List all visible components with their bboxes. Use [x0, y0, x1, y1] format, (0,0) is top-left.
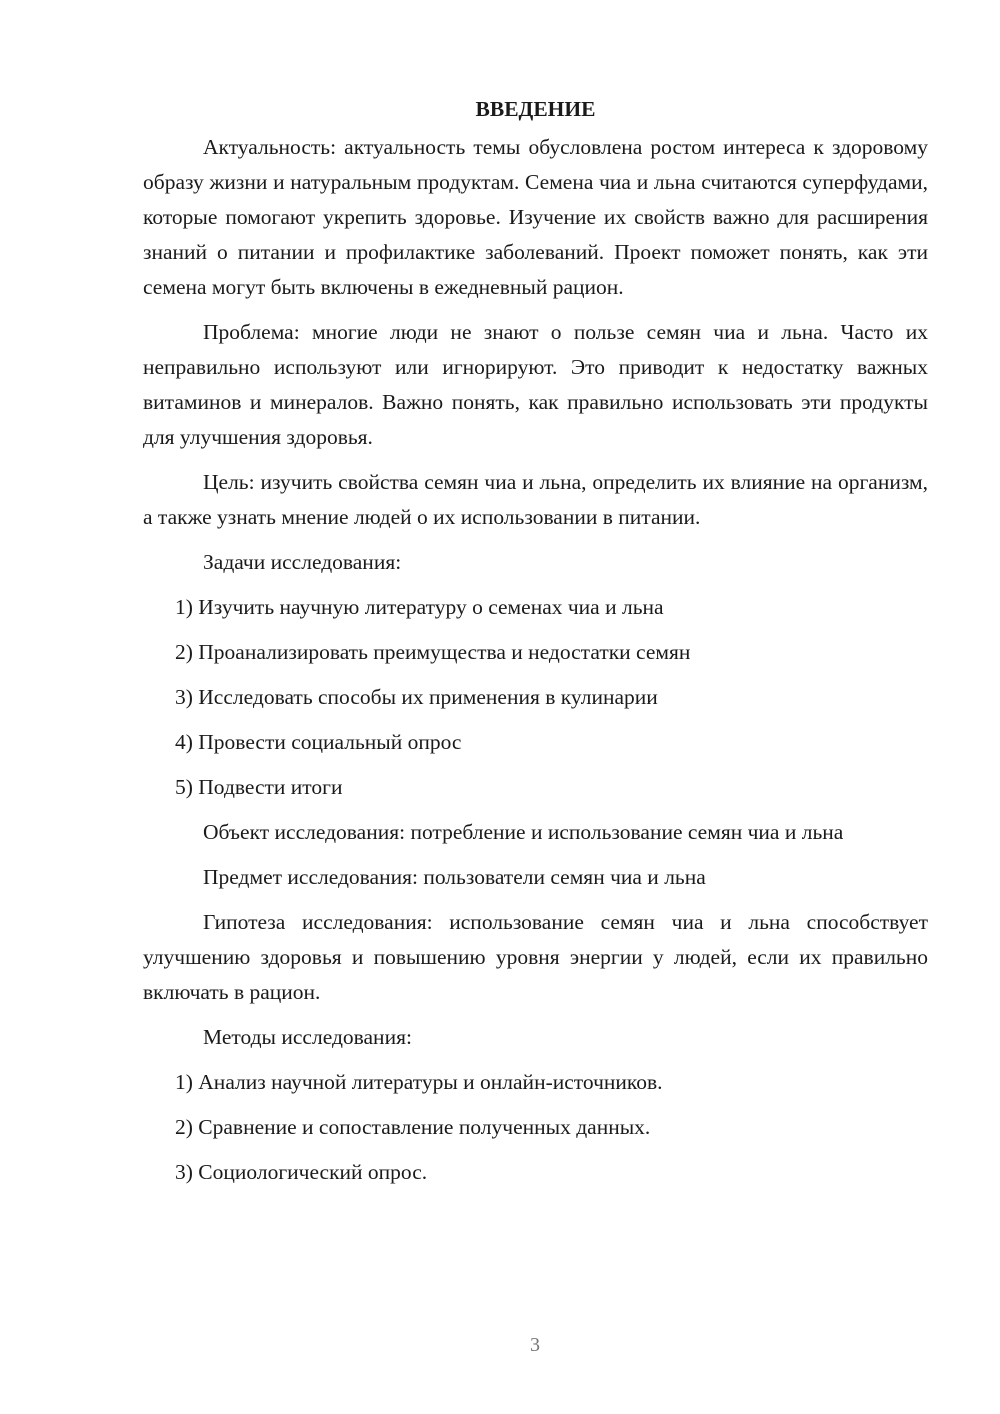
- section-title: ВВЕДЕНИЕ: [475, 97, 596, 121]
- methods-list: [143, 1065, 928, 1190]
- subject-paragraph: Предмет исследования: пользователи семян чиа и льна: [203, 865, 706, 889]
- goal-paragraph: Цель: изучить свойства семян чиа и льна, определить их влияние на организм, а также узнать мнение людей о их использовании в питании.: [143, 470, 928, 529]
- page-number: 3: [530, 1334, 540, 1356]
- list-item: 1) Изучить научную литературу о семенах чиа и льна: [175, 595, 664, 619]
- list-item: 4) Провести социальный опрос: [175, 730, 462, 754]
- list-item: 3) Исследовать способы их применения в кулинарии: [175, 685, 658, 709]
- list-item: 1) Анализ научной литературы и онлайн-источников.: [175, 1070, 663, 1094]
- methods-heading: Методы исследования:: [203, 1025, 412, 1049]
- hypothesis-paragraph: Гипотеза исследования: использование семян чиа и льна способствует улучшению здоровья и повышению уровня энергии у людей, если их правильно включать в рацион.: [143, 910, 928, 1004]
- problem-paragraph: Проблема: многие люди не знают о пользе семян чиа и льна. Часто их неправильно используют или игнорируют. Это приводит к недостатку важных витаминов и минералов. Важно понять, как правильно использовать эти продукты для улучшения здоровья.: [143, 320, 928, 449]
- list-item: 2) Сравнение и сопоставление полученных данных.: [175, 1115, 651, 1139]
- object-paragraph: Объект исследования: потребление и использование семян чиа и льна: [203, 820, 844, 844]
- tasks-heading: Задачи исследования:: [203, 550, 402, 574]
- list-item: 5) Подвести итоги: [175, 775, 343, 799]
- tasks-list: [143, 590, 928, 805]
- list-item: 2) Проанализировать преимущества и недостатки семян: [175, 640, 691, 664]
- list-item: 3) Социологический опрос.: [175, 1160, 428, 1184]
- relevance-paragraph: Актуальность: актуальность темы обусловлена ростом интереса к здоровому образу жизни и натуральным продуктам. Семена чиа и льна считаются суперфудами, которые помогают укрепить здоровье. Изучение их свойств важно для расширения знаний о питании и профилактике заболеваний. Проект поможет понять, как эти семена могут быть включены в ежедневный рацион.: [143, 135, 928, 299]
- document-page: [143, 92, 928, 1200]
